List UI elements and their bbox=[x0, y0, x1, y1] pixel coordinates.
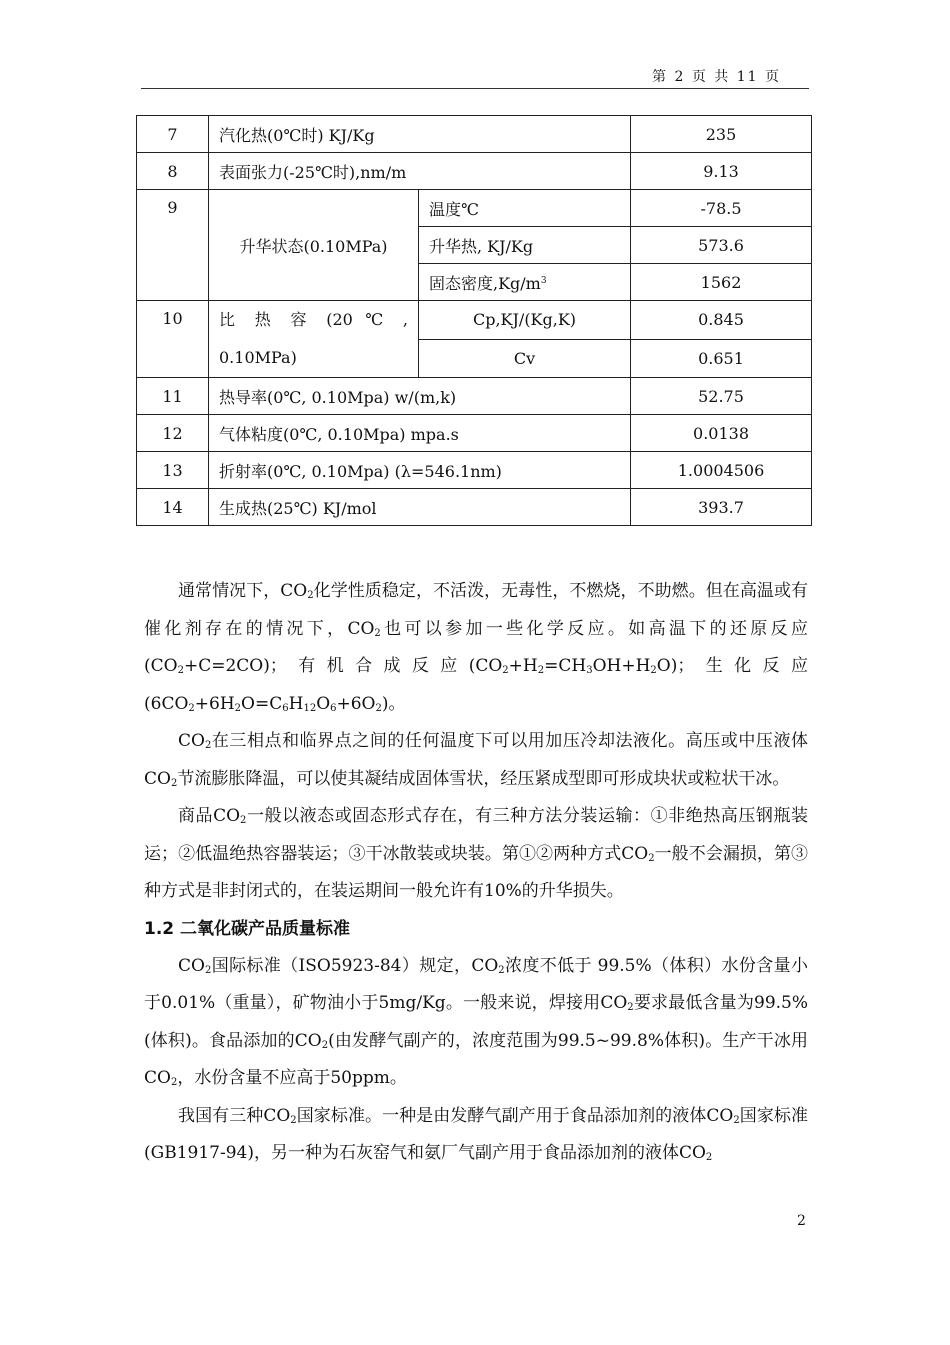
table-row bbox=[137, 378, 812, 415]
property-value: 9.13 bbox=[631, 153, 812, 190]
paragraph-liquefaction: $CO_2$在三相点和临界点之间的任何温度下可以用加压冷却法液化。高压或中压液体$CO_2$节流膨胀降温，可以使其凝结成固体雪状，经压紧成型即可形成块状或粒状干冰。 bbox=[144, 731, 808, 789]
table-row bbox=[137, 452, 812, 489]
property-value: 393.7 bbox=[631, 489, 812, 526]
paragraph-international-standard: $CO_2$国际标准（ISO5923-84）规定，$CO_2$浓度不低于 99.5%（体积）水份含量小于0.01%（重量），矿物油小于5mg/Kg。一般来说，焊接用$CO_2$要求最低含量为99.5%(体积)。食品添加的$CO_2$(由发酵气副产的，浓度范围为99.5~99.8%体积)。生产干冰用$CO_2$，水份含量不应高于50ppm。 bbox=[144, 955, 809, 1088]
property-name: 生成热(25℃) KJ/mol bbox=[209, 489, 631, 526]
property-name: 汽化热(0℃时) KJ/Kg bbox=[209, 116, 631, 153]
body-text bbox=[144, 573, 808, 1173]
sub-property-name: Cv bbox=[419, 339, 631, 378]
property-value: -78.5 bbox=[631, 190, 812, 227]
property-name: 折射率(0℃, 0.10Mpa) (λ=546.1nm) bbox=[209, 452, 631, 489]
property-name bbox=[209, 301, 419, 378]
sub-property-name: 温度℃ bbox=[419, 190, 631, 227]
row-number: 12 bbox=[137, 415, 209, 452]
sub-property-name: Cp,KJ/(Kg,K) bbox=[419, 301, 631, 340]
property-name: 表面张力(-25℃时),nm/m bbox=[209, 153, 631, 190]
property-value: 0.0138 bbox=[631, 415, 812, 452]
table-row bbox=[137, 489, 812, 526]
row-number: 9 bbox=[137, 190, 209, 301]
paragraph-national-standard: 我国有三种$CO_2$国家标准。一种是由发酵气副产用于食品添加剂的液体$CO_2$国家标准(GB1917-94)，另一种为石灰窑气和氨厂气副产用于食品添加剂的液体$CO_2$ bbox=[144, 1105, 808, 1163]
page-indicator: 第 2 页 共 11 页 bbox=[652, 69, 781, 85]
row-number: 13 bbox=[137, 452, 209, 489]
table-row bbox=[137, 415, 812, 452]
property-value: 1.0004506 bbox=[631, 452, 812, 489]
property-value: 52.75 bbox=[631, 378, 812, 415]
page-number: 2 bbox=[797, 1213, 806, 1229]
property-name: 升华状态(0.10MPa) bbox=[209, 190, 419, 301]
row-number: 11 bbox=[137, 378, 209, 415]
property-name-line: 比 热 容 (20 ℃ , bbox=[219, 310, 408, 329]
property-value: 235 bbox=[631, 116, 812, 153]
row-number: 7 bbox=[137, 116, 209, 153]
row-number: 14 bbox=[137, 489, 209, 526]
properties-table bbox=[136, 115, 812, 526]
property-value: 0.845 bbox=[631, 301, 812, 340]
sub-property-name: 升华热, KJ/Kg bbox=[419, 227, 631, 264]
property-value: 0.651 bbox=[631, 339, 812, 378]
property-value: 573.6 bbox=[631, 227, 812, 264]
property-name: 热导率(0℃, 0.10Mpa) w/(m,k) bbox=[209, 378, 631, 415]
property-name: 气体粘度(0℃, 0.10Mpa) mpa.s bbox=[209, 415, 631, 452]
superscript: 3 bbox=[540, 275, 547, 286]
page-header bbox=[141, 66, 809, 89]
row-number: 8 bbox=[137, 153, 209, 190]
table-row bbox=[137, 116, 812, 153]
sub-property-name bbox=[419, 264, 631, 301]
paragraph-chemical-properties: 通常情况下，$CO_2$化学性质稳定，不活泼，无毒性，不燃烧，不助燃。但在高温或有催化剂存在的情况下，$CO_2$也可以参加一些化学反应。如高温下的还原反应$(CO_2+C=2CO)$；有机合成反应$(CO_2+H_2=CH_3OH+H_2O)$；生化反应$(6CO_2+6H_2O=C_6H_{12}O_6+6O_2)$。 bbox=[144, 581, 808, 714]
row-number: 10 bbox=[137, 301, 209, 378]
property-name-line: 0.10MPa) bbox=[219, 348, 297, 367]
sub-property-label: 固态密度,Kg/m bbox=[429, 273, 541, 293]
paragraph-transport: 商品$CO_2$一般以液态或固态形式存在，有三种方法分装运输：①非绝热高压钢瓶装运；②低温绝热容器装运；③干冰散装或块装。第①②两种方式$CO_2$一般不会漏损，第③种方式是非封闭式的，在装运期间一般允许有10%的升华损失。 bbox=[144, 806, 809, 901]
property-value: 1562 bbox=[631, 264, 812, 301]
table-row bbox=[137, 190, 812, 227]
section-heading: 1.2 二氧化碳产品质量标准 bbox=[144, 918, 351, 939]
table-row bbox=[137, 301, 812, 340]
table-row bbox=[137, 153, 812, 190]
